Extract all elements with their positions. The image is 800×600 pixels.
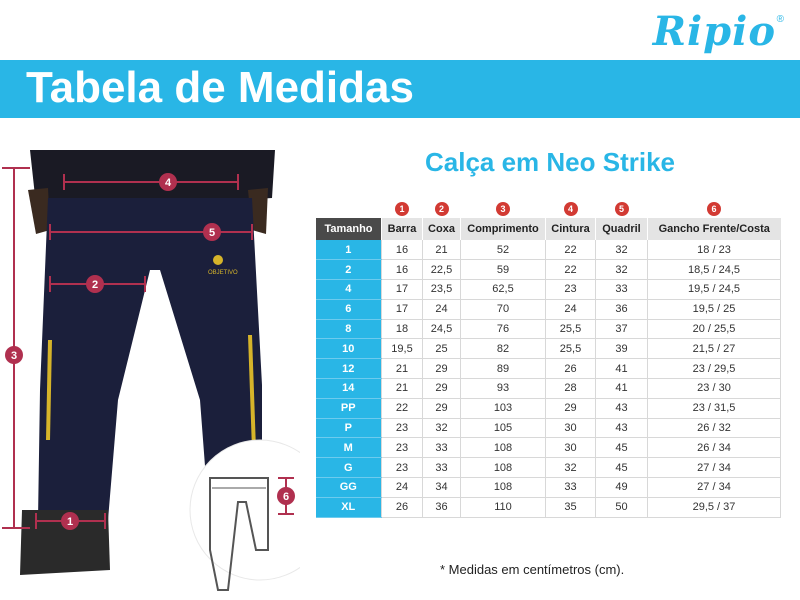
table-cell: 108 [461, 458, 546, 478]
marker-badge: 1 [395, 202, 409, 216]
table-cell: 32 [546, 458, 596, 478]
size-table-container [315, 200, 781, 518]
table-cell: 18,5 / 24,5 [648, 260, 781, 280]
marker-badge: 6 [707, 202, 721, 216]
table-row [316, 359, 781, 379]
table-cell: 28 [546, 379, 596, 399]
table-cell: 36 [423, 497, 461, 517]
table-cell: 29 [423, 379, 461, 399]
table-row [316, 438, 781, 458]
table-cell: 25,5 [546, 319, 596, 339]
table-cell: 36 [596, 299, 648, 319]
table-cell: 32 [423, 418, 461, 438]
table-cell: 62,5 [461, 280, 546, 300]
table-cell: 105 [461, 418, 546, 438]
table-cell: 108 [461, 478, 546, 498]
left-hand [28, 188, 50, 234]
svg-text:6: 6 [282, 491, 290, 503]
table-cell: 50 [596, 497, 648, 517]
size-cell: 4 [316, 280, 382, 300]
table-cell: 33 [423, 458, 461, 478]
header-comprimento: Comprimento [461, 218, 546, 240]
svg-text:2: 2 [91, 279, 99, 291]
table-cell: 24 [382, 478, 423, 498]
table-cell: 20 / 25,5 [648, 319, 781, 339]
table-cell: 82 [461, 339, 546, 359]
table-cell: 26 [546, 359, 596, 379]
table-cell: 29 [423, 398, 461, 418]
header-cintura: Cintura [546, 218, 596, 240]
table-cell: 17 [382, 299, 423, 319]
table-cell: 43 [596, 418, 648, 438]
header-quadril: Quadril [596, 218, 648, 240]
table-cell: 27 / 34 [648, 458, 781, 478]
size-cell: GG [316, 478, 382, 498]
table-cell: 33 [423, 438, 461, 458]
header-tamanho: Tamanho [316, 218, 382, 240]
table-cell: 89 [461, 359, 546, 379]
table-cell: 41 [596, 359, 648, 379]
table-row [316, 497, 781, 517]
size-cell: 14 [316, 379, 382, 399]
table-row [316, 319, 781, 339]
table-cell: 35 [546, 497, 596, 517]
table-cell: 21 [382, 359, 423, 379]
table-cell: 19,5 / 24,5 [648, 280, 781, 300]
registered-mark: ® [776, 14, 784, 25]
table-cell: 39 [596, 339, 648, 359]
table-cell: 70 [461, 299, 546, 319]
table-cell: 43 [596, 398, 648, 418]
table-cell: 16 [382, 260, 423, 280]
size-cell: M [316, 438, 382, 458]
size-cell: G [316, 458, 382, 478]
size-cell: 2 [316, 260, 382, 280]
size-cell: 10 [316, 339, 382, 359]
table-cell: 23 / 29,5 [648, 359, 781, 379]
table-cell: 30 [546, 418, 596, 438]
brand-logo: Ripio [652, 8, 776, 55]
table-cell: 24 [546, 299, 596, 319]
table-cell: 23 / 31,5 [648, 398, 781, 418]
marker-badge: 2 [435, 202, 449, 216]
table-cell: 23 [382, 438, 423, 458]
svg-text:5: 5 [208, 227, 216, 239]
size-cell: 6 [316, 299, 382, 319]
table-body [316, 240, 781, 517]
table-cell: 32 [596, 260, 648, 280]
marker-length [2, 168, 30, 528]
table-cell: 23 [382, 418, 423, 438]
table-cell: 22 [382, 398, 423, 418]
table-cell: 25,5 [546, 339, 596, 359]
size-cell: P [316, 418, 382, 438]
table-cell: 23 [546, 280, 596, 300]
table-cell: 19,5 [382, 339, 423, 359]
table-row [316, 398, 781, 418]
table-cell: 23 / 30 [648, 379, 781, 399]
table-cell: 18 / 23 [648, 240, 781, 260]
table-cell: 52 [461, 240, 546, 260]
size-cell: XL [316, 497, 382, 517]
footnote: * Medidas em centímetros (cm). [440, 562, 625, 577]
table-cell: 103 [461, 398, 546, 418]
table-cell: 26 [382, 497, 423, 517]
table-cell: 24 [423, 299, 461, 319]
size-cell: 1 [316, 240, 382, 260]
table-row [316, 280, 781, 300]
table-cell: 32 [596, 240, 648, 260]
table-cell: 45 [596, 458, 648, 478]
table-cell: 23,5 [423, 280, 461, 300]
table-cell: 22 [546, 240, 596, 260]
table-cell: 34 [423, 478, 461, 498]
table-cell: 16 [382, 240, 423, 260]
table-cell: 22,5 [423, 260, 461, 280]
header-barra: Barra [382, 218, 423, 240]
svg-text:1: 1 [66, 516, 74, 528]
table-cell: 26 / 34 [648, 438, 781, 458]
table-cell: 29,5 / 37 [648, 497, 781, 517]
table-cell: 37 [596, 319, 648, 339]
table-cell: 26 / 32 [648, 418, 781, 438]
table-cell: 21 [382, 379, 423, 399]
size-table [315, 200, 781, 518]
marker-badge: 5 [615, 202, 629, 216]
table-cell: 24,5 [423, 319, 461, 339]
size-cell: 8 [316, 319, 382, 339]
svg-text:OBJETIVO: OBJETIVO [208, 270, 238, 276]
table-cell: 17 [382, 280, 423, 300]
product-title: Calça em Neo Strike [424, 147, 675, 177]
table-cell: 30 [546, 438, 596, 458]
table-cell: 76 [461, 319, 546, 339]
table-row [316, 240, 781, 260]
table-cell: 33 [546, 478, 596, 498]
header-coxa: Coxa [423, 218, 461, 240]
table-cell: 29 [546, 398, 596, 418]
size-cell: 12 [316, 359, 382, 379]
marker-badge: 3 [496, 202, 510, 216]
svg-text:4: 4 [164, 177, 172, 189]
table-cell: 29 [423, 359, 461, 379]
table-cell: 21 [423, 240, 461, 260]
pants-illustration [0, 150, 300, 600]
marker-number-row [316, 200, 781, 218]
table-cell: 41 [596, 379, 648, 399]
page-title: Tabela de Medidas [26, 63, 414, 112]
table-cell: 49 [596, 478, 648, 498]
table-cell: 27 / 34 [648, 478, 781, 498]
table-cell: 93 [461, 379, 546, 399]
marker-badge: 4 [564, 202, 578, 216]
table-cell: 25 [423, 339, 461, 359]
table-row [316, 260, 781, 280]
svg-text:3: 3 [10, 350, 18, 362]
table-cell: 23 [382, 458, 423, 478]
table-cell: 45 [596, 438, 648, 458]
table-cell: 33 [596, 280, 648, 300]
table-cell: 18 [382, 319, 423, 339]
table-cell: 19,5 / 25 [648, 299, 781, 319]
table-row [316, 339, 781, 359]
table-cell: 110 [461, 497, 546, 517]
table-cell: 59 [461, 260, 546, 280]
header-gancho: Gancho Frente/Costa [648, 218, 781, 240]
table-header-row [316, 218, 781, 240]
table-row [316, 418, 781, 438]
table-row [316, 458, 781, 478]
table-row [316, 478, 781, 498]
size-cell: PP [316, 398, 382, 418]
table-row [316, 299, 781, 319]
table-row [316, 379, 781, 399]
table-cell: 21,5 / 27 [648, 339, 781, 359]
table-cell: 108 [461, 438, 546, 458]
table-cell: 22 [546, 260, 596, 280]
